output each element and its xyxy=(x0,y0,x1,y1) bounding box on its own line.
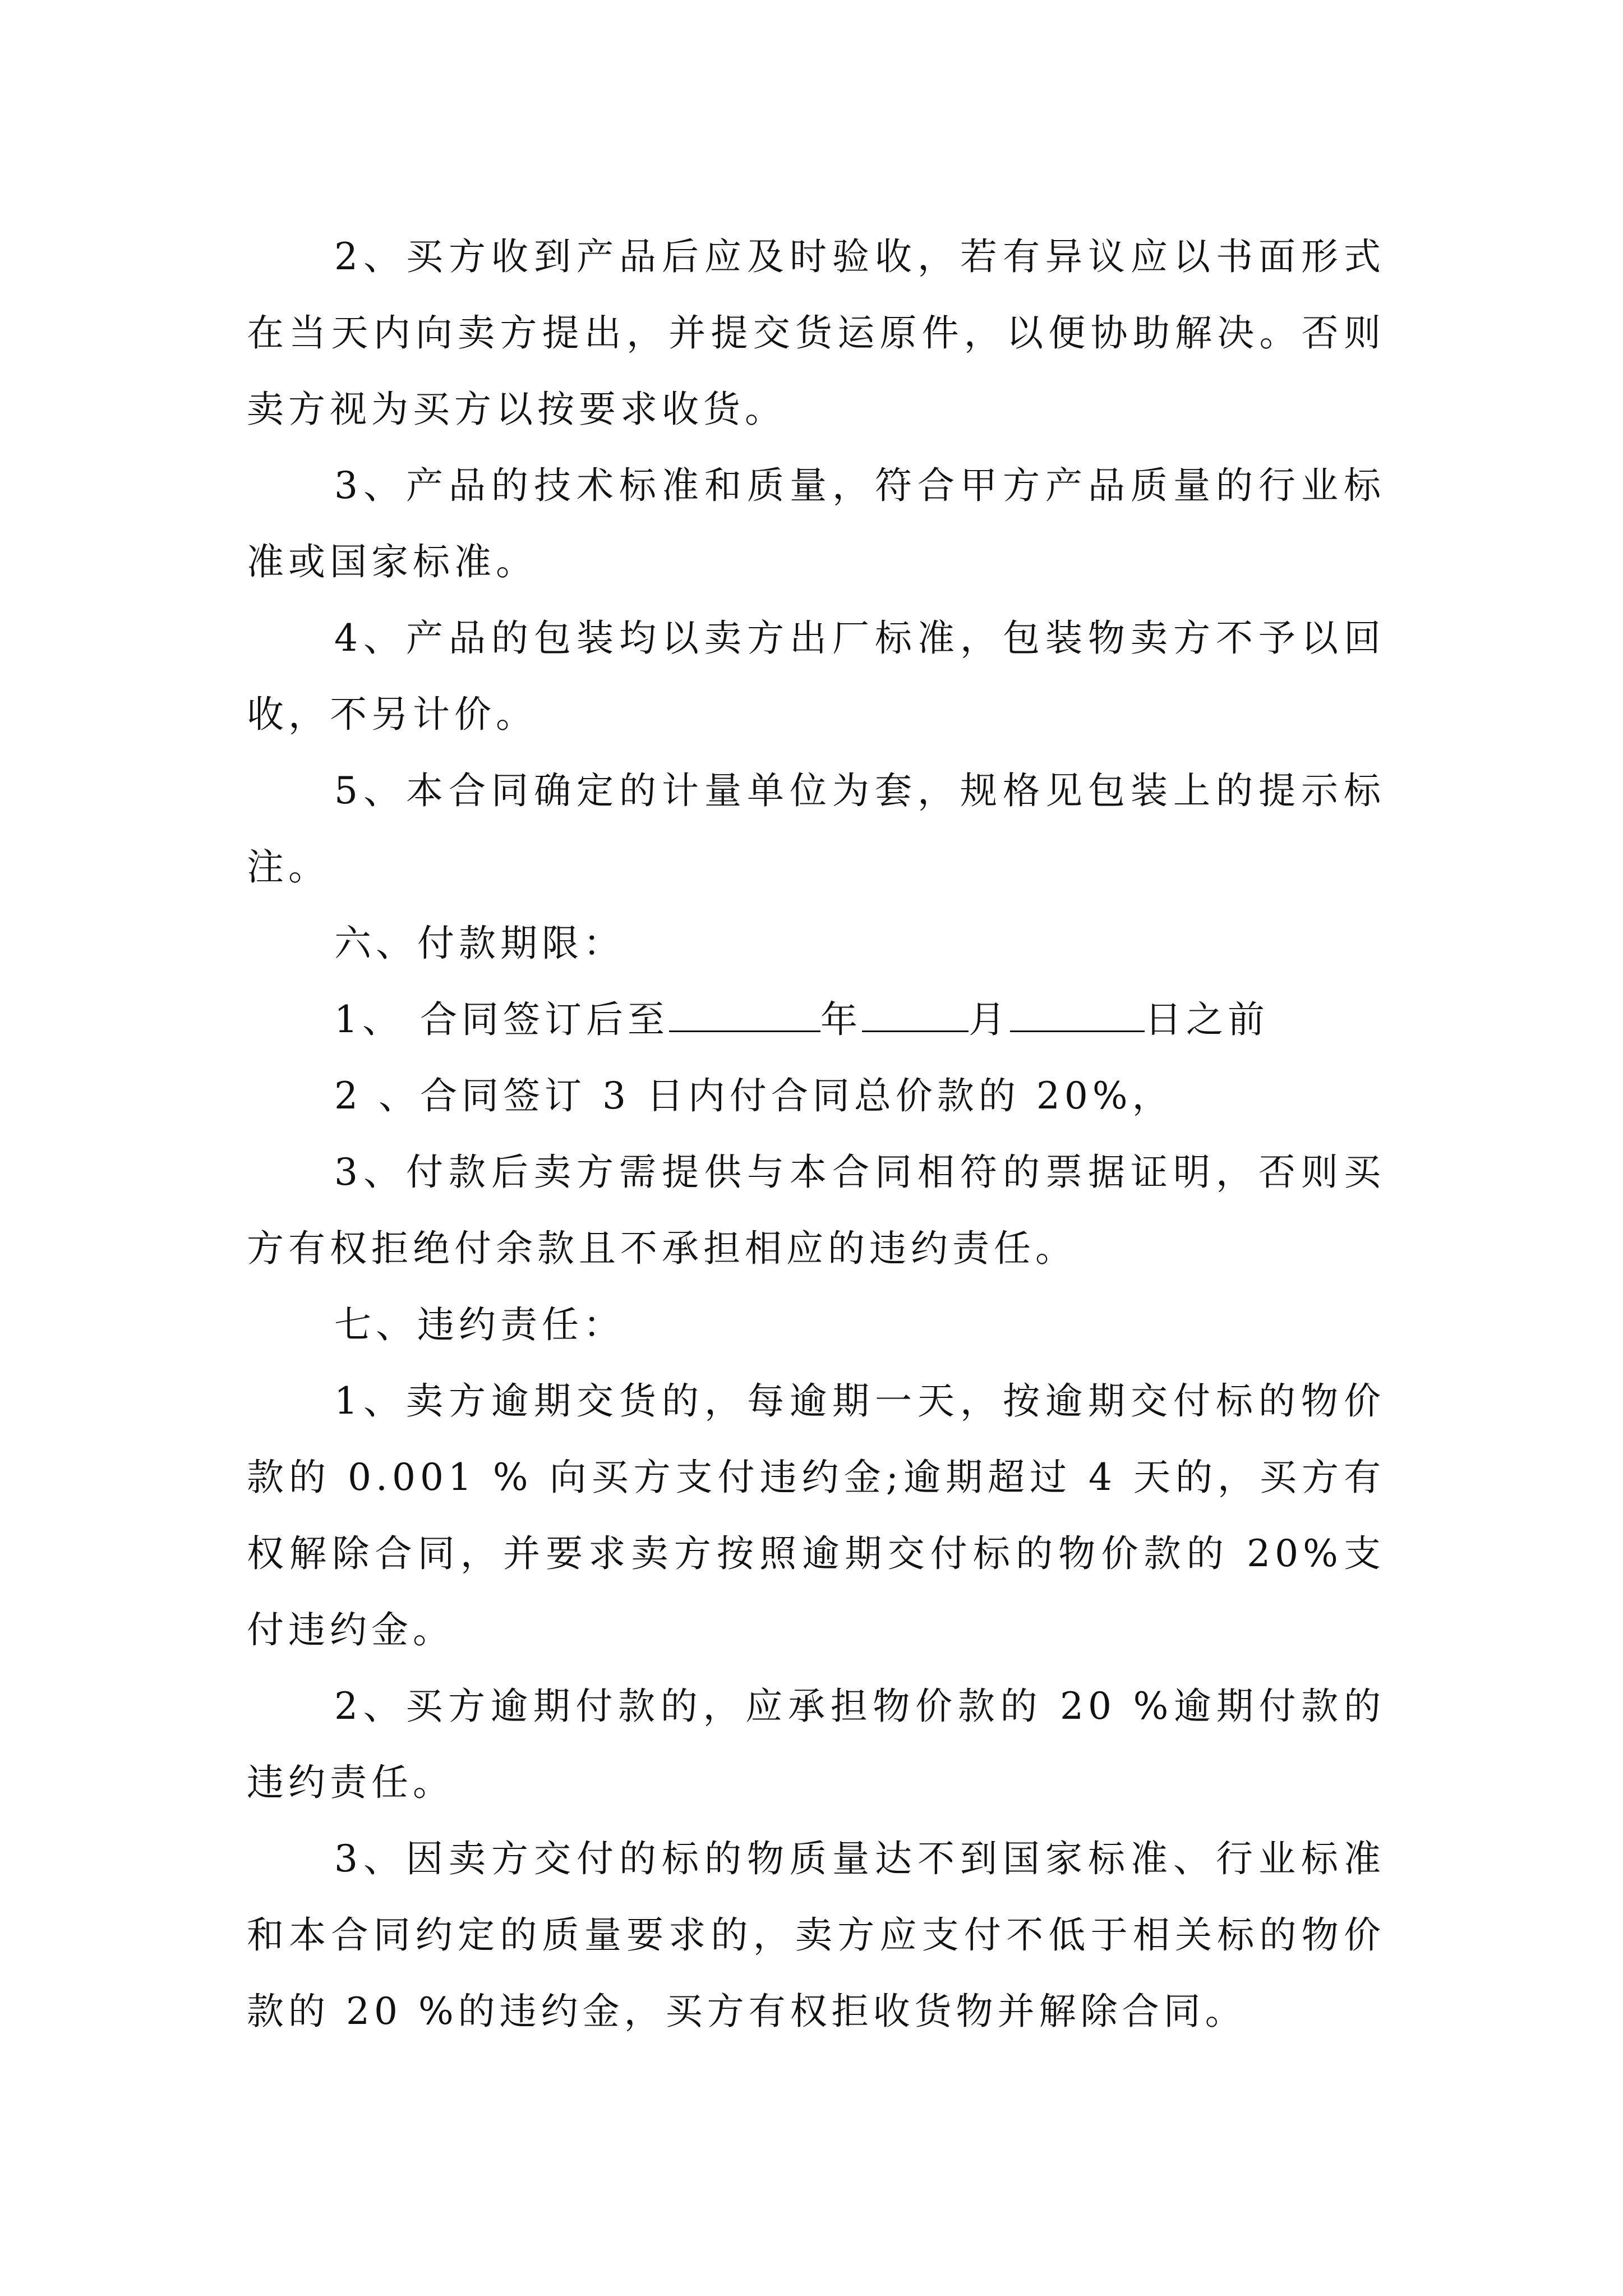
year-blank xyxy=(669,996,820,1032)
clause-3-quality xyxy=(247,448,1385,600)
paragraph-text: 3、因卖方交付的标的物质量达不到国家标准、行业标准和本合同约定的质量要求的，卖方应支付不低于相关标的物价款的 20 %的违约金，买方有权拒收货物并解除合同。 xyxy=(247,1837,1385,2033)
day-suffix: 日之前 xyxy=(1144,998,1269,1041)
paragraph-text: 5、本合同确定的计量单位为套，规格见包装上的提示标注。 xyxy=(247,769,1385,889)
clause-2-inspection xyxy=(247,219,1385,448)
liability-clause-3 xyxy=(247,1821,1385,2050)
section-heading-text: 七、违约责任： xyxy=(334,1303,625,1346)
paragraph-text: 1、卖方逾期交货的，每逾期一天，按逾期交付标的物价款的 0.001 % 向买方支付违约金;逾期超过 4 天的，买方有权解除合同，并要求卖方按照逾期交付标的物价款的 20%支付违约金。 xyxy=(247,1379,1385,1651)
paragraph-text: 2 、合同签订 3 日内付合同总价款的 20%， xyxy=(334,1074,1174,1117)
clause-4-packaging xyxy=(247,600,1385,753)
year-label: 年 xyxy=(820,998,862,1041)
payment-clause-3 xyxy=(247,1134,1385,1287)
paragraph-text: 2、买方逾期付款的，应承担物价款的 20 %逾期付款的违约责任。 xyxy=(247,1685,1385,1804)
payment-clause-2 xyxy=(247,1058,1385,1134)
payment-deadline-prefix: 1、 合同签订后至 xyxy=(334,998,669,1041)
month-label: 月 xyxy=(968,998,1010,1041)
month-blank xyxy=(862,996,969,1032)
payment-deadline-line xyxy=(247,982,1385,1058)
section-heading-liability xyxy=(247,1287,1385,1363)
paragraph-text: 3、付款后卖方需提供与本合同相符的票据证明，否则买方有权拒绝付余款且不承担相应的违约责任。 xyxy=(247,1151,1385,1270)
liability-clause-1 xyxy=(247,1363,1385,1668)
day-blank xyxy=(1010,996,1145,1032)
paragraph-text: 2、买方收到产品后应及时验收，若有异议应以书面形式在当天内向卖方提出，并提交货运原件，以便协助解决。否则卖方视为买方以按要求收货。 xyxy=(247,235,1385,431)
paragraph-text: 3、产品的技术标准和质量，符合甲方产品质量的行业标准或国家标准。 xyxy=(247,464,1385,583)
clause-5-unit xyxy=(247,753,1385,905)
section-heading-text: 六、付款期限： xyxy=(334,922,625,965)
section-heading-payment xyxy=(247,905,1385,982)
liability-clause-2 xyxy=(247,1668,1385,1821)
paragraph-text: 4、产品的包装均以卖方出厂标准，包装物卖方不予以回收，不另计价。 xyxy=(247,616,1385,736)
document-body xyxy=(247,219,1385,2050)
